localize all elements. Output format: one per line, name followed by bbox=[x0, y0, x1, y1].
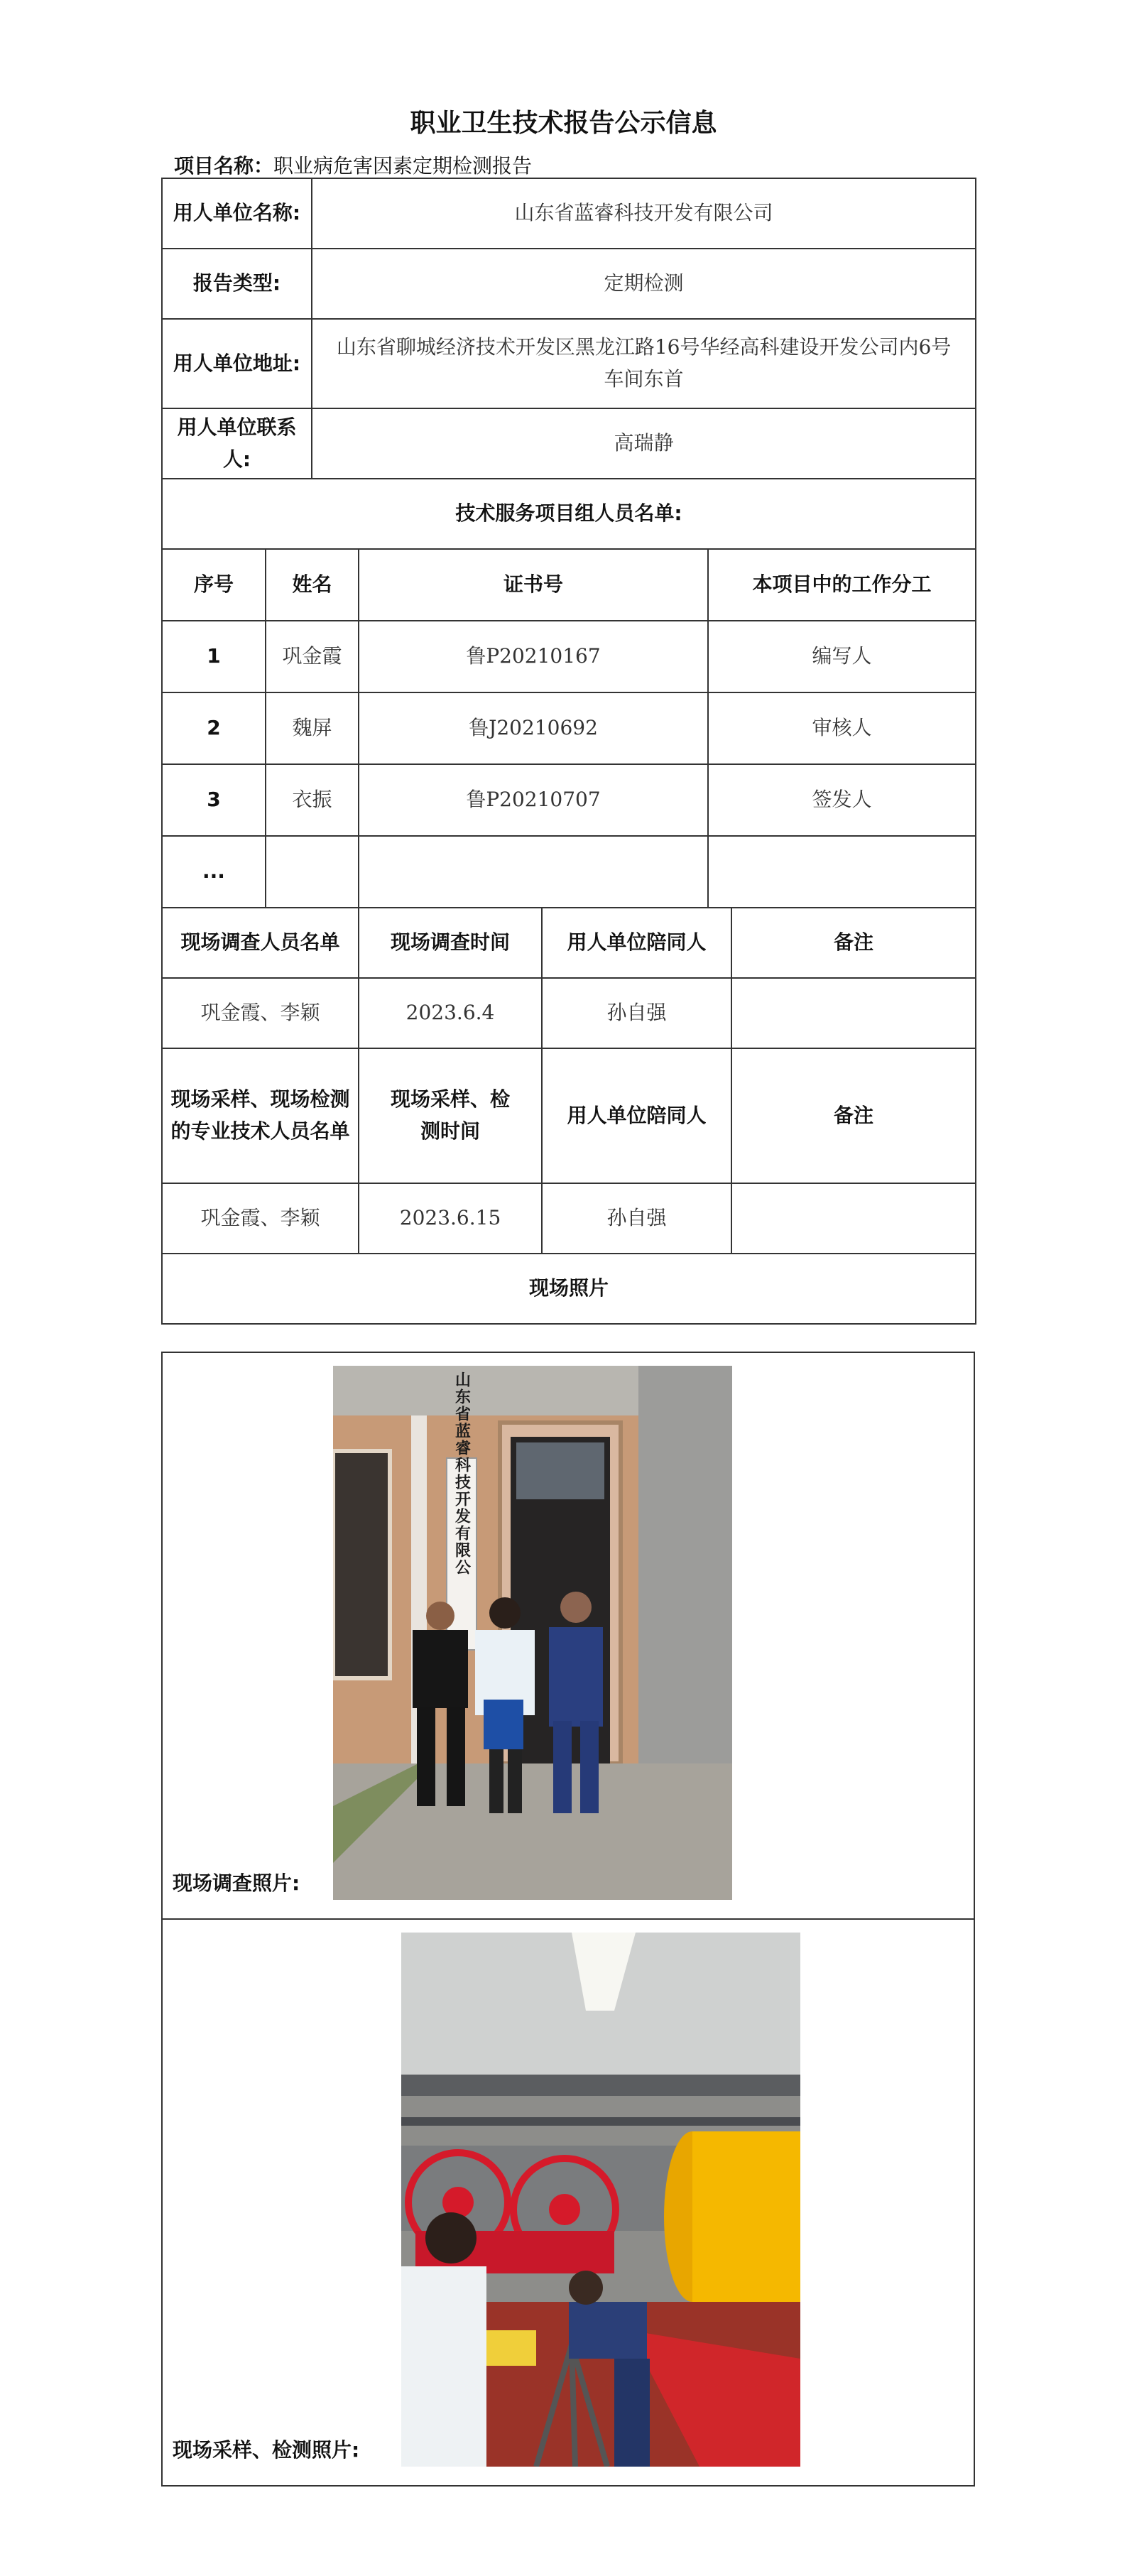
team-role bbox=[708, 836, 976, 908]
table-row bbox=[162, 621, 976, 692]
survey-header-remark: 备注 bbox=[731, 908, 976, 978]
sampling-header-time: 现场采样、检测时间 bbox=[359, 1048, 542, 1183]
sampling-photo bbox=[401, 1933, 800, 2467]
team-name: 衣振 bbox=[266, 764, 359, 836]
unit-contact-value: 高瑞静 bbox=[312, 408, 976, 479]
team-index: ... bbox=[162, 836, 266, 908]
project-name bbox=[174, 151, 532, 179]
team-role: 编写人 bbox=[708, 621, 976, 692]
unit-name-label: 用人单位名称: bbox=[162, 178, 312, 249]
unit-address-value: 山东省聊城经济技术开发区黑龙江路16号华经高科建设开发公司内6号车间东首 bbox=[312, 319, 976, 408]
team-heading: 技术服务项目组人员名单: bbox=[162, 479, 976, 549]
team-header-index: 序号 bbox=[162, 549, 266, 621]
report-type-value: 定期检测 bbox=[312, 249, 976, 319]
survey-header-escort: 用人单位陪同人 bbox=[542, 908, 731, 978]
sampling-time: 2023.6.15 bbox=[359, 1183, 542, 1254]
survey-photo bbox=[333, 1366, 732, 1900]
page-title: 职业卫生技术报告公示信息 bbox=[410, 109, 717, 138]
unit-name-value: 山东省蓝睿科技开发有限公司 bbox=[312, 178, 976, 249]
unit-address-label: 用人单位地址: bbox=[162, 319, 312, 408]
team-cert bbox=[359, 836, 708, 908]
unit-contact-label: 用人单位联系人: bbox=[162, 408, 312, 479]
survey-time: 2023.6.4 bbox=[359, 978, 542, 1048]
photos-heading: 现场照片 bbox=[162, 1254, 976, 1324]
sampling-staff: 巩金霞、李颖 bbox=[162, 1183, 359, 1254]
sampling-header-staff: 现场采样、现场检测的专业技术人员名单 bbox=[162, 1048, 359, 1183]
team-cert: 鲁P20210167 bbox=[359, 621, 708, 692]
team-header-role: 本项目中的工作分工 bbox=[708, 549, 976, 621]
table-row bbox=[162, 836, 976, 908]
sampling-remark bbox=[731, 1183, 976, 1254]
project-name-value: 职业病危害因素定期检测报告 bbox=[273, 154, 533, 178]
team-index: 2 bbox=[162, 692, 266, 764]
team-index: 1 bbox=[162, 621, 266, 692]
info-table bbox=[161, 178, 976, 1325]
team-index: 3 bbox=[162, 764, 266, 836]
photos-table bbox=[161, 1352, 975, 2487]
sampling-header-remark: 备注 bbox=[731, 1048, 976, 1183]
team-cert: 鲁J20210692 bbox=[359, 692, 708, 764]
survey-escort: 孙自强 bbox=[542, 978, 731, 1048]
table-row bbox=[162, 1183, 976, 1254]
team-header-cert: 证书号 bbox=[359, 549, 708, 621]
survey-photo-caption: 现场调查照片: bbox=[173, 1871, 300, 1896]
table-row bbox=[162, 764, 976, 836]
project-name-label: 项目名称： bbox=[174, 154, 274, 178]
team-name: 巩金霞 bbox=[266, 621, 359, 692]
team-header-name: 姓名 bbox=[266, 549, 359, 621]
sampling-header-escort: 用人单位陪同人 bbox=[542, 1048, 731, 1183]
report-type-label: 报告类型: bbox=[162, 249, 312, 319]
team-role: 签发人 bbox=[708, 764, 976, 836]
table-row bbox=[162, 692, 976, 764]
team-name bbox=[266, 836, 359, 908]
sampling-photo-caption: 现场采样、检测照片: bbox=[173, 2438, 360, 2462]
survey-header-staff: 现场调查人员名单 bbox=[162, 908, 359, 978]
survey-header-time: 现场调查时间 bbox=[359, 908, 542, 978]
survey-staff: 巩金霞、李颖 bbox=[162, 978, 359, 1048]
table-row bbox=[162, 978, 976, 1048]
sampling-escort: 孙自强 bbox=[542, 1183, 731, 1254]
team-name: 魏屏 bbox=[266, 692, 359, 764]
sampling-photo-cell bbox=[162, 1919, 974, 2486]
survey-remark bbox=[731, 978, 976, 1048]
team-role: 审核人 bbox=[708, 692, 976, 764]
survey-photo-cell bbox=[162, 1352, 974, 1919]
team-cert: 鲁P20210707 bbox=[359, 764, 708, 836]
company-sign-text: 山东省蓝睿科技开发有限公 bbox=[452, 1371, 471, 1576]
